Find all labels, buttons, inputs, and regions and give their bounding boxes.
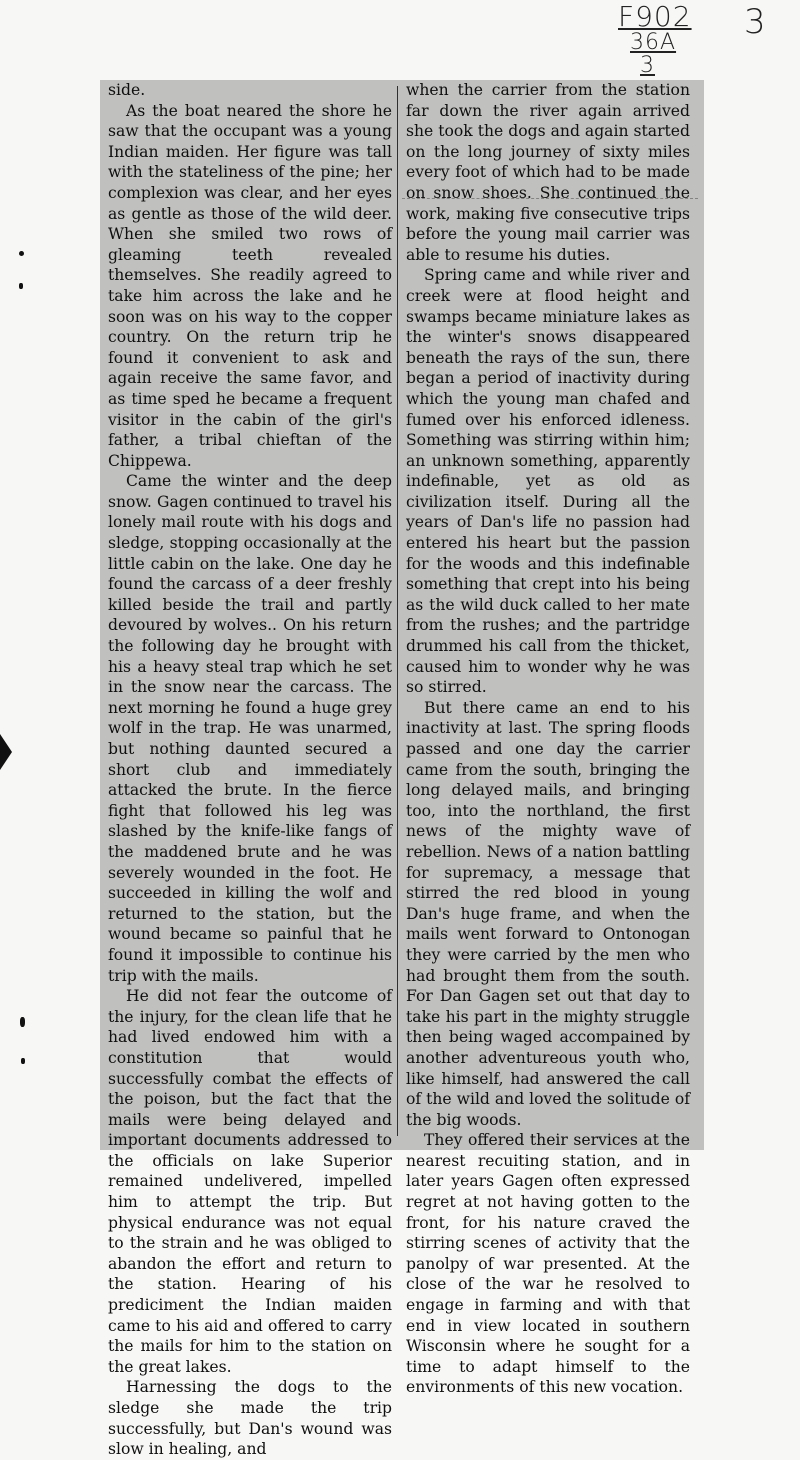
margin-mark	[19, 251, 24, 256]
newspaper-clipping	[100, 80, 704, 1459]
paragraph: when the carrier from the station far down the river again arrived she took the dogs and again started on the long journey of sixty miles every foot of which had to be made on snow shoes. She continued the work, making five consecutive trips before the young mail carrier was able to resume his duties.	[406, 81, 690, 264]
file-mark-line: 36A	[630, 30, 677, 56]
margin-mark	[19, 283, 23, 289]
file-mark-line: F902	[618, 0, 692, 33]
paragraph: They offered their services at the nearest recuiting station, and in later years Gagen often expressed regret at not having gotten to the front, for his nature craved the stirring scenes of activity that the panolpy of war presented. At the close of the war he resolved to engage in farming and with that end in view located in southern Wisconsin where he sought for a time to adapt himself to the environments of this new vocation.	[406, 1131, 690, 1397]
paragraph: But there came an end to his inactivity at last. The spring floods passed and one day the carrier came from the south, bringing the long delayed mails, and bringing too, into the northland, the first news of the mighty wave of rebellion. News of a nation battling for supremacy, a message that stirred the red blood in young Dan's huge frame, and when the mails went forward to Ontonogan they were carried by the men who had brought them from the south. For Dan Gagen set out that day to take his part in the mighty struggle then being waged accompained by another adventureous youth who, like himself, had answered the call of the wild and loved the solitude of the big woods.	[406, 698, 690, 1129]
paragraph: Spring came and while river and creek were at flood height and swamps became miniature lakes as the winter's snows disappeared beneath the rays of the sun, there began a period of inactivity during which the young man chafed and fumed over his enforced idleness. Something was stirring within him; an unknown something, apparently indefinable, yet as old as civilization itself. During all the years of Dan's life no passion had entered his heart but the passion for the woods and this indefinable something that crept into his being as the wild duck called to her mate from the rushes; and the partridge drummed his call from the thicket, caused him to wonder why he was so stirred.	[406, 266, 690, 697]
paragraph: Harnessing the dogs to the sledge she made the trip successfully, but Dan's wound was slow in healing, and	[108, 1378, 392, 1459]
paragraph: As the boat neared the shore he saw that the occupant was a young Indian maiden. Her figure was tall with the stateliness of the pine; her complexion was clear, and her eyes as gentle as those of the wild deer. When she smiled two rows of gleaming teeth revealed themselves. She readily agreed to take him across the lake and he soon was on his way to the copper country. On the return trip he found it convenient to ask and again receive the same favor, and as time sped he became a frequent visitor in the cabin of the girl's father, a tribal chieftan of the Chippewa.	[108, 101, 392, 470]
column-rule	[397, 86, 398, 1136]
paragraph: Came the winter and the deep snow. Gagen continued to travel his lonely mail route with his dogs and sledge, stopping occasionally at the little cabin on the lake. One day he found the carcass of a deer freshly killed beside the trail and partly devoured by wolves.. On his return the following day he brought with his a heavy steal trap which he set in the snow near the carcass. The next morning he found a huge grey wolf in the trap. He was unarmed, but nothing daunted secured a short club and immediately attacked the brute. In the fierce fight that followed his leg was slashed by the knife-like fangs of the maddened brute and he was severely wounded in the foot. He succeeded in killing the wolf and returned to the station, but the wound became so painful that he found it impossible to continue his trip with the mails.	[108, 472, 392, 985]
margin-mark	[20, 1017, 25, 1027]
article-column-right	[406, 80, 690, 1397]
page-number: 3	[744, 2, 766, 42]
margin-mark	[21, 1058, 25, 1064]
paragraph: He did not fear the outcome of the injury, for the clean life that he had lived endowed him with a constitution that would successfully combat the effects of the poison, but the fact that the mails were being delayed and important documents addressed to the officials on lake Superior remained undelivered, impelled him to attempt the trip. But physical endurance was not equal to the strain and he was obliged to abandon the effort and return to the station. Hearing of his prediciment the Indian maiden came to his aid and offered to carry the mails for him to the station on the great lakes.	[108, 987, 392, 1376]
file-mark-line: 3	[640, 53, 655, 79]
binding-mark	[0, 734, 12, 770]
handwritten-file-mark	[618, 2, 692, 78]
paragraph: side.	[108, 81, 146, 99]
article-column-left	[108, 80, 392, 1459]
